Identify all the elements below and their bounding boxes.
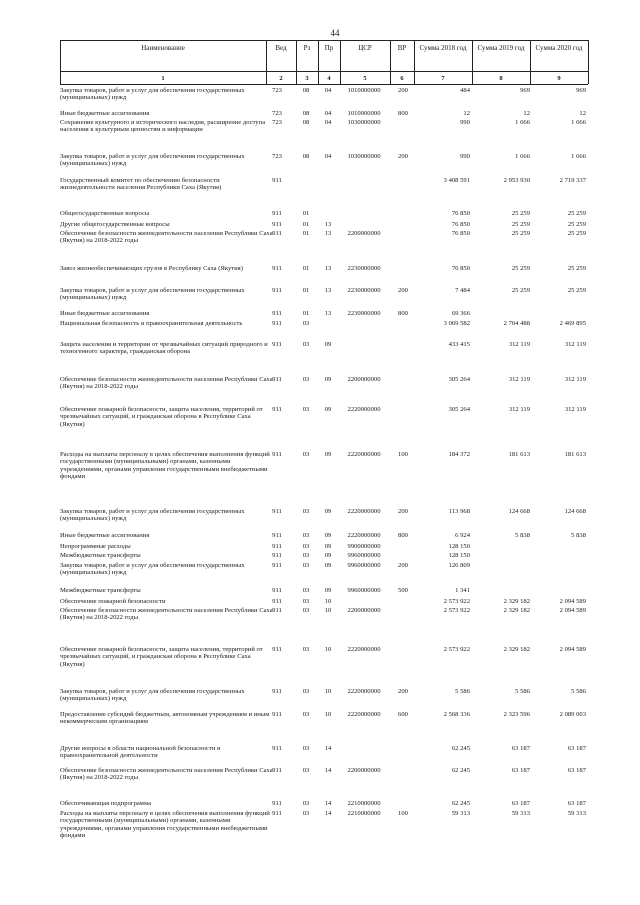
cell-rz: 01 [302,310,310,317]
cell-ved: 911 [272,800,282,807]
cell-ved: 911 [272,810,282,817]
cell-rz: 03 [302,646,310,653]
cell-rz: 03 [302,711,310,718]
cell-s2: 312 119 [508,341,530,348]
cell-pr: 10 [324,688,332,695]
cell-s2: 25 259 [511,287,530,294]
cell-vr: 600 [398,711,408,718]
cell-name: Обеспечение пожарной безопасности, защита населения, территорий от чрезвычайных ситуаций, и гражданская оборона в Республике Саха (Якутия) [60,406,263,428]
cell-csr: 2230000000 [347,287,381,294]
cell-s2: 63 187 [511,745,530,752]
cell-s2: 25 259 [511,230,530,237]
cell-vr: 800 [398,110,408,117]
cell-name: Обеспечение пожарной безопасности [60,598,166,605]
header-name: Наименование [141,44,185,52]
cell-s1: 1 341 [455,587,470,594]
index-cell: 8 [499,75,503,82]
cell-s3: 5 586 [571,688,586,695]
cell-csr: 2220000000 [347,406,381,413]
cell-csr: 2200000000 [347,767,381,774]
cell-s2: 2 704 488 [503,320,530,327]
cell-s3: 12 [579,110,586,117]
cell-pr: 10 [324,598,332,605]
cell-ved: 723 [272,153,282,160]
cell-name: Государственный комитет по обеспечению безопасности жизнедеятельности населения Республики Саха (Якутия) [60,177,222,192]
cell-ved: 911 [272,265,282,272]
cell-rz: 03 [302,320,310,327]
cell-ved: 911 [272,607,282,614]
cell-rz: 03 [302,745,310,752]
header-bottom-border [60,71,588,72]
cell-s1: 305 264 [448,376,470,383]
cell-ved: 723 [272,110,282,117]
header-vr: ВР [397,44,407,52]
cell-pr: 09 [324,552,332,559]
cell-pr: 04 [324,119,332,126]
cell-pr: 09 [324,532,332,539]
cell-rz: 03 [302,341,310,348]
cell-s1: 62 245 [451,800,470,807]
cell-csr: 2220000000 [347,532,381,539]
cell-rz: 01 [302,287,310,294]
cell-s1: 62 245 [451,767,470,774]
cell-pr: 13 [324,287,332,294]
cell-csr: 2230000000 [347,310,381,317]
cell-csr: 1010000000 [347,87,381,94]
cell-pr: 09 [324,562,332,569]
cell-name: Закупка товаров, работ и услуг для обеспечения государственных (муниципальных) нужд [60,508,245,523]
cell-name: Обеспечение безопасности жизнедеятельности населения Республики Саха (Якутия) на 2018-2022 годы [60,230,273,245]
cell-name: Непрограммные расходы [60,543,131,550]
cell-s1: 484 [460,87,470,94]
cell-ved: 911 [272,745,282,752]
cell-s3: 2 089 003 [559,711,586,718]
cell-ved: 911 [272,341,282,348]
header-ved: Вед [275,44,287,52]
cell-ved: 911 [272,376,282,383]
cell-s3: 2 094 589 [559,646,586,653]
cell-s3: 5 838 [571,532,586,539]
cell-s2: 2 329 182 [503,607,530,614]
cell-csr: 2230000000 [347,265,381,272]
cell-ved: 911 [272,711,282,718]
cell-s1: 184 372 [448,451,470,458]
cell-pr: 13 [324,230,332,237]
cell-s1: 2 573 922 [443,607,470,614]
cell-ved: 911 [272,598,282,605]
cell-pr: 09 [324,341,332,348]
cell-name: Общегосударственные вопросы [60,210,150,217]
cell-ved: 723 [272,119,282,126]
cell-name: Обеспечение безопасности жизнедеятельности населения Республики Саха (Якутия) на 2018-2022 годы [60,376,273,391]
cell-s3: 2 469 895 [559,320,586,327]
cell-csr: 2210000000 [347,800,381,807]
cell-s2: 25 259 [511,265,530,272]
cell-s1: 3 408 591 [443,177,470,184]
cell-ved: 911 [272,767,282,774]
cell-s2: 5 838 [515,532,530,539]
cell-ved: 911 [272,543,282,550]
cell-s2: 25 259 [511,221,530,228]
header-sum-2020: Сумма 2020 год [535,44,583,52]
cell-s2: 124 668 [508,508,530,515]
cell-name: Межбюджетные трансферты [60,587,141,594]
cell-s3: 181 613 [564,451,586,458]
cell-name: Закупка товаров, работ и услуг для обеспечения государственных (муниципальных) нужд [60,562,245,577]
cell-ved: 723 [272,87,282,94]
cell-rz: 01 [302,210,310,217]
cell-rz: 08 [302,153,310,160]
page-number: 44 [330,28,340,38]
cell-vr: 200 [398,153,408,160]
cell-s1: 76 850 [451,221,470,228]
cell-pr: 09 [324,451,332,458]
cell-csr: 9960000000 [347,552,381,559]
cell-rz: 03 [302,508,310,515]
header-rz: Рз [303,44,311,52]
cell-s1: 3 069 582 [443,320,470,327]
cell-s1: 2 573 922 [443,598,470,605]
cell-ved: 911 [272,552,282,559]
cell-s3: 2 719 337 [559,177,586,184]
cell-s2: 2 329 182 [503,646,530,653]
cell-s1: 128 150 [448,552,470,559]
header-csr: ЦСР [358,44,372,52]
cell-pr: 09 [324,543,332,550]
cell-s3: 124 668 [564,508,586,515]
cell-csr: 1010000000 [347,110,381,117]
cell-s3: 25 259 [567,287,586,294]
header-sum-2018: Сумма 2018 год [419,44,467,52]
cell-s3: 59 313 [567,810,586,817]
cell-s1: 69 366 [451,310,470,317]
cell-pr: 09 [324,508,332,515]
cell-rz: 03 [302,376,310,383]
cell-pr: 14 [324,800,332,807]
index-cell: 3 [305,75,309,82]
cell-vr: 200 [398,562,408,569]
cell-csr: 2200000000 [347,607,381,614]
cell-name: Иные бюджетные ассигнования [60,310,150,317]
cell-name: Иные бюджетные ассигнования [60,532,150,539]
cell-csr: 9960000000 [347,562,381,569]
cell-s3: 63 187 [567,767,586,774]
cell-rz: 01 [302,221,310,228]
cell-s1: 5 586 [455,688,470,695]
cell-name: Иные бюджетные ассигнования [60,110,150,117]
cell-name: Завоз жизнеобеспечивающих грузов в Республику Саха (Якутия) [60,265,243,272]
cell-s3: 2 094 589 [559,607,586,614]
cell-rz: 01 [302,265,310,272]
cell-ved: 911 [272,688,282,695]
cell-s1: 12 [463,110,470,117]
cell-pr: 09 [324,406,332,413]
cell-s1: 305 264 [448,406,470,413]
cell-s1: 113 968 [448,508,470,515]
cell-csr: 2220000000 [347,508,381,515]
cell-name: Другие вопросы в области национальной безопасности и правоохранительной деятельности [60,745,221,760]
cell-name: Сохранение культурного и исторического наследия, расширение доступа населения к культурным ценностям и информации [60,119,266,134]
cell-s2: 59 313 [511,810,530,817]
cell-name: Предоставление субсидий бюджетным, автономным учреждениям и иным некоммерческим организациям [60,711,270,726]
index-cell: 5 [363,75,367,82]
cell-pr: 10 [324,711,332,718]
cell-s1: 59 313 [451,810,470,817]
cell-s2: 312 119 [508,376,530,383]
cell-name: Обеспечение безопасности жизнедеятельности населения Республики Саха (Якутия) на 2018-2022 годы [60,767,273,782]
cell-rz: 03 [302,406,310,413]
header-sum-2019: Сумма 2019 год [477,44,525,52]
cell-s3: 25 259 [567,221,586,228]
cell-s1: 76 850 [451,210,470,217]
index-cell: 9 [557,75,561,82]
cell-ved: 911 [272,320,282,327]
cell-rz: 03 [302,451,310,458]
cell-pr: 04 [324,153,332,160]
cell-s1: 76 850 [451,265,470,272]
cell-ved: 911 [272,230,282,237]
cell-s3: 63 187 [567,745,586,752]
cell-s1: 2 573 922 [443,646,470,653]
cell-ved: 911 [272,562,282,569]
cell-rz: 08 [302,119,310,126]
cell-csr: 2210000000 [347,810,381,817]
cell-s3: 2 094 589 [559,598,586,605]
cell-rz: 03 [302,598,310,605]
cell-pr: 13 [324,221,332,228]
cell-name: Другие общегосударственные вопросы [60,221,170,228]
cell-vr: 200 [398,287,408,294]
cell-csr: 2220000000 [347,646,381,653]
cell-pr: 10 [324,646,332,653]
cell-rz: 03 [302,552,310,559]
cell-name: Обеспечивающая подпрограмма [60,800,152,807]
cell-ved: 911 [272,587,282,594]
cell-s1: 128 150 [448,543,470,550]
cell-s2: 1 666 [515,119,530,126]
cell-s3: 312 119 [564,376,586,383]
cell-name: Расходы на выплаты персоналу в целях обеспечения выполнения функций государственными (муниципальными) органами, казенными учреждениями, органами управления государственными внебюджетными фондами [60,810,270,839]
cell-s3: 312 119 [564,406,586,413]
cell-rz: 08 [302,110,310,117]
cell-rz: 03 [302,587,310,594]
cell-s1: 76 850 [451,230,470,237]
cell-csr: 1030000000 [347,119,381,126]
cell-pr: 10 [324,607,332,614]
cell-s2: 5 586 [515,688,530,695]
cell-csr: 2200000000 [347,376,381,383]
cell-name: Защита населения и территории от чрезвычайных ситуаций природного и техногенного характера, гражданская оборона [60,341,268,356]
index-cell: 7 [441,75,445,82]
cell-s1: 6 924 [455,532,470,539]
cell-vr: 200 [398,87,408,94]
cell-name: Национальная безопасность и правоохранительная деятельность [60,320,243,327]
cell-s2: 2 323 596 [503,711,530,718]
cell-pr: 13 [324,265,332,272]
cell-name: Закупка товаров, работ и услуг для обеспечения государственных (муниципальных) нужд [60,87,245,102]
cell-s3: 25 259 [567,265,586,272]
cell-ved: 911 [272,287,282,294]
cell-rz: 03 [302,562,310,569]
cell-pr: 04 [324,87,332,94]
table-top-border [60,40,588,41]
cell-ved: 911 [272,406,282,413]
cell-s3: 1 666 [571,119,586,126]
cell-ved: 911 [272,177,282,184]
cell-csr: 2220000000 [347,451,381,458]
cell-s1: 433 415 [448,341,470,348]
cell-ved: 911 [272,221,282,228]
cell-s1: 990 [460,153,470,160]
cell-s2: 12 [523,110,530,117]
cell-rz: 03 [302,607,310,614]
cell-s1: 126 809 [448,562,470,569]
cell-vr: 800 [398,310,408,317]
cell-s1: 2 568 336 [443,711,470,718]
cell-s2: 25 259 [511,210,530,217]
cell-rz: 08 [302,87,310,94]
cell-vr: 100 [398,810,408,817]
cell-csr: 9900000000 [347,543,381,550]
cell-rz: 03 [302,688,310,695]
cell-rz: 03 [302,767,310,774]
cell-csr: 2220000000 [347,711,381,718]
cell-ved: 911 [272,210,282,217]
cell-csr: 2220000000 [347,688,381,695]
cell-pr: 14 [324,810,332,817]
index-row-bottom-border [60,84,588,85]
cell-s3: 25 259 [567,210,586,217]
index-cell: 6 [400,75,404,82]
cell-name: Обеспечение безопасности жизнедеятельности населения Республики Саха (Якутия) на 2018-2022 годы [60,607,273,622]
cell-ved: 911 [272,310,282,317]
cell-pr: 14 [324,745,332,752]
cell-s3: 63 187 [567,800,586,807]
cell-s2: 63 187 [511,767,530,774]
cell-ved: 911 [272,646,282,653]
cell-pr: 09 [324,587,332,594]
cell-vr: 500 [398,587,408,594]
cell-pr: 13 [324,310,332,317]
cell-s2: 2 953 930 [503,177,530,184]
cell-name: Расходы на выплаты персоналу в целях обеспечения выполнения функций государственными (муниципальными) органами, казенными учреждениями, органами управления государственными внебюджетными фондами [60,451,270,480]
cell-rz: 03 [302,810,310,817]
cell-s2: 969 [520,87,530,94]
cell-ved: 911 [272,451,282,458]
cell-s3: 312 119 [564,341,586,348]
cell-pr: 14 [324,767,332,774]
cell-rz: 03 [302,543,310,550]
cell-vr: 200 [398,688,408,695]
cell-s2: 312 119 [508,406,530,413]
cell-s3: 25 259 [567,230,586,237]
cell-s2: 2 329 182 [503,598,530,605]
cell-name: Закупка товаров, работ и услуг для обеспечения государственных (муниципальных) нужд [60,287,245,302]
cell-vr: 100 [398,451,408,458]
cell-ved: 911 [272,532,282,539]
index-cell: 4 [327,75,331,82]
cell-s1: 990 [460,119,470,126]
index-cell: 2 [279,75,283,82]
cell-csr: 1030000000 [347,153,381,160]
cell-csr: 2200000000 [347,230,381,237]
cell-name: Межбюджетные трансферты [60,552,141,559]
cell-s3: 1 666 [571,153,586,160]
cell-rz: 03 [302,800,310,807]
cell-name: Закупка товаров, работ и услуг для обеспечения государственных (муниципальных) нужд [60,688,245,703]
cell-pr: 09 [324,376,332,383]
cell-name: Обеспечение пожарной безопасности, защита населения, территорий от чрезвычайных ситуаций, и гражданская оборона в Республике Саха (Якутия) [60,646,263,668]
cell-rz: 03 [302,532,310,539]
col-border-9 [588,40,589,84]
cell-name: Закупка товаров, работ и услуг для обеспечения государственных (муниципальных) нужд [60,153,245,168]
cell-vr: 200 [398,508,408,515]
index-cell: 1 [161,75,165,82]
cell-s1: 62 245 [451,745,470,752]
cell-s2: 63 187 [511,800,530,807]
cell-s2: 181 613 [508,451,530,458]
cell-s1: 7 484 [455,287,470,294]
cell-pr: 04 [324,110,332,117]
cell-csr: 9960000000 [347,587,381,594]
header-pr: Пр [324,44,334,52]
cell-vr: 800 [398,532,408,539]
cell-rz: 01 [302,230,310,237]
cell-s2: 1 666 [515,153,530,160]
cell-s3: 969 [576,87,586,94]
cell-ved: 911 [272,508,282,515]
